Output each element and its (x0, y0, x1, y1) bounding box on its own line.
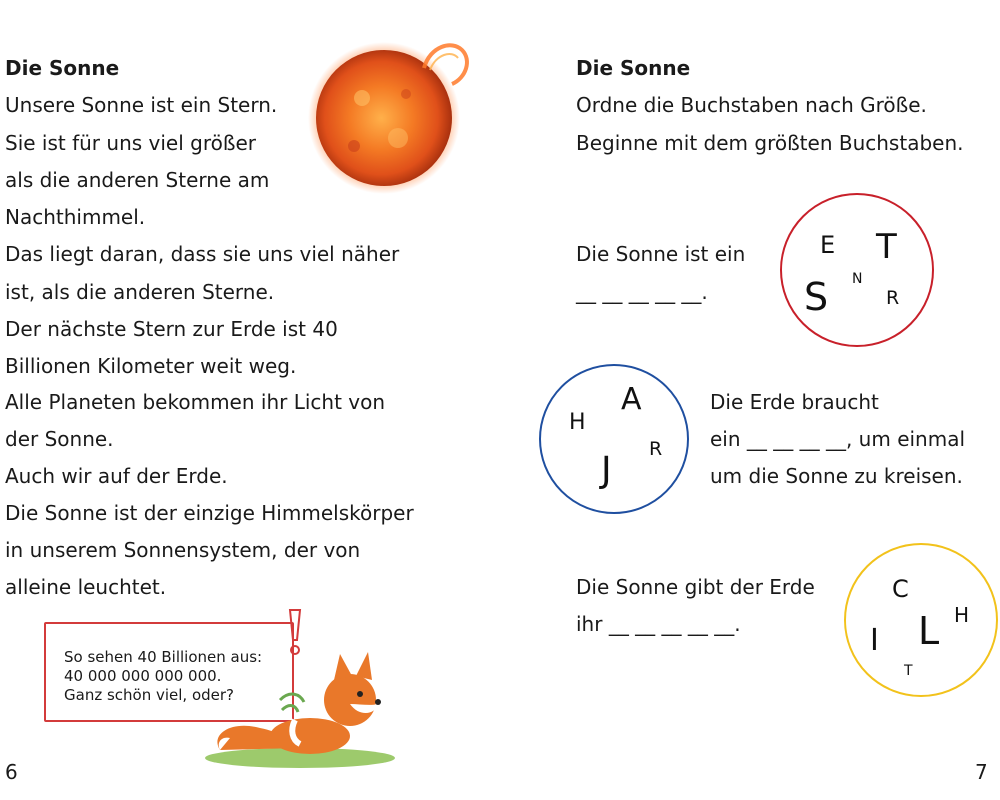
fox-illustration (200, 640, 400, 770)
instruction-line: Ordne die Buchstaben nach Größe. (576, 93, 927, 117)
text-line: Auch wir auf der Erde. (5, 464, 228, 488)
letter-l: L (918, 609, 940, 653)
note-line: Ganz schön viel, oder? (64, 686, 235, 704)
letter-r: R (886, 287, 900, 309)
task1-line2: __ __ __ __ __. (576, 280, 708, 304)
letter-r: R (649, 438, 663, 460)
text-line: Die Sonne ist der einzige Himmelskörper (5, 501, 414, 525)
text-line: Nachthimmel. (5, 205, 146, 229)
letter-e: E (820, 231, 836, 259)
note-line: 40 000 000 000 000. (64, 667, 222, 685)
left-page-title: Die Sonne (5, 56, 120, 80)
letter-c: C (892, 575, 909, 603)
text-line: Der nächste Stern zur Erde ist 40 (5, 317, 338, 341)
right-page-title: Die Sonne (576, 56, 691, 80)
task2-line3: um die Sonne zu kreisen. (710, 464, 963, 488)
text-line: Alle Planeten bekommen ihr Licht von (5, 390, 386, 414)
text-line: ist, als die anderen Sterne. (5, 280, 275, 304)
letter-n: N (852, 271, 863, 287)
sun-image (302, 28, 472, 198)
task2-line1: Die Erde braucht (710, 390, 879, 414)
letter-a: A (621, 382, 642, 417)
letter-i: I (870, 623, 879, 658)
text-line: als die anderen Sterne am (5, 168, 270, 192)
text-line: der Sonne. (5, 427, 114, 451)
note-line: So sehen 40 Billionen aus: (64, 648, 263, 666)
letter-j: J (601, 450, 612, 491)
letter-circle-blue (539, 364, 689, 514)
letter-t: T (876, 227, 897, 267)
text-line: Billionen Kilometer weit weg. (5, 354, 297, 378)
text-line: Sie ist für uns viel größer (5, 131, 256, 155)
letter-h: H (569, 410, 586, 435)
letter-h: H (954, 603, 970, 627)
task2-line2: ein __ __ __ __, um einmal (710, 427, 966, 451)
instruction-line: Beginne mit dem größten Buchstaben. (576, 131, 964, 155)
letter-circle-red (780, 193, 934, 347)
letter-circle-yellow (844, 543, 998, 697)
page-number-right: 7 (975, 760, 988, 784)
letter-s: S (804, 275, 829, 319)
text-line: in unserem Sonnensystem, der von (5, 538, 361, 562)
text-line: alleine leuchtet. (5, 575, 167, 599)
text-line: Das liegt daran, dass sie uns viel näher (5, 242, 400, 266)
letter-t: T (904, 663, 913, 679)
page-number-left: 6 (5, 760, 18, 784)
text-line: Unsere Sonne ist ein Stern. (5, 93, 278, 117)
task3-line2: ihr __ __ __ __ __. (576, 612, 741, 636)
task1-line1: Die Sonne ist ein (576, 242, 746, 266)
task3-line1: Die Sonne gibt der Erde (576, 575, 815, 599)
